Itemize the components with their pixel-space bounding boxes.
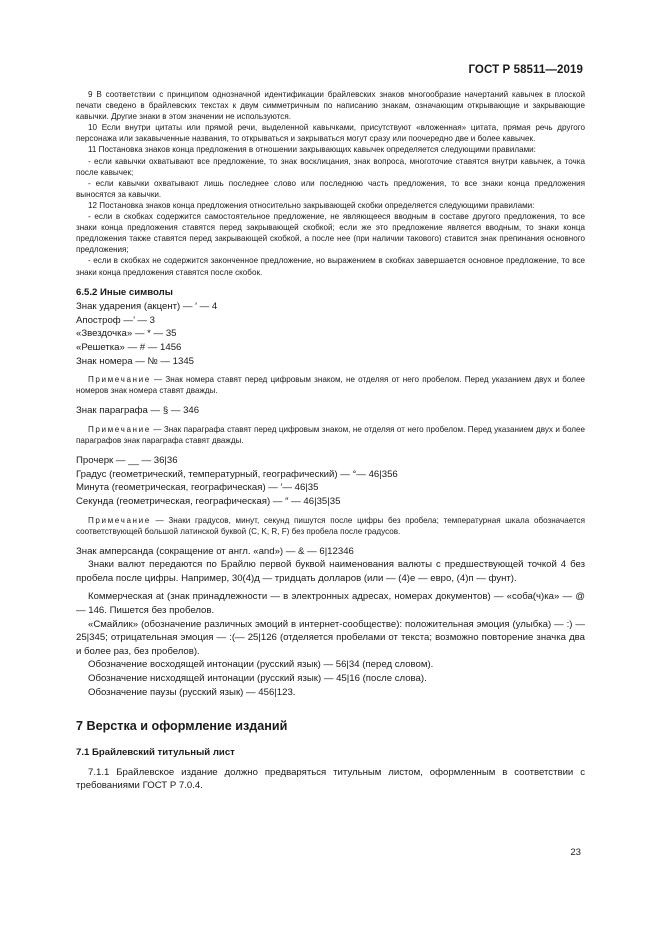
note-text: — Знак параграфа ставят перед цифровым знаком, не отделяя от него пробелом. Перед указанием двух и более параграфов знак параграфа ставят дважды. — [76, 424, 585, 446]
symbol-item: Апостроф —’ — 3 — [76, 314, 155, 326]
symbol-item: Прочерк — __ — 36|36 — [76, 455, 178, 467]
symbol-item: Минута (геометрическая, географическая) — ′— 46|35 — [76, 482, 319, 494]
note-12: 12 Постановка знаков конца предложения относительно закрывающей скобки определяется следующими правилами: — [88, 200, 535, 210]
standard-code-header: ГОСТ Р 58511—2019 — [468, 64, 583, 76]
note-text: — Знаки градусов, минут, секунд пишутся после цифры без пробела; температурная шкала обозначается соответствующей большой латинской буквой (C, K, R, F) без пробела после градусов. — [76, 515, 585, 536]
note-9: 9 В соответствии с принципом однозначной идентификации брайлевских знаков многообразие начертаний кавычек в плоской печати сведено в брайлевских текстах к двум симметричным по написанию знакам, означающим открывающие и закрывающие кавычки. Другие знаки в этом значении не используются. — [76, 90, 585, 122]
commercial-at-paragraph: Коммерческая at (знак принадлежности — в электронных адресах, номерах документов) — «соба(ч)ка» — @ — 146. Пишется без пробелов. — [76, 591, 585, 617]
symbol-item: Знак ударения (акцент) — ′ — 4 — [76, 301, 218, 313]
symbol-item: Градус (геометрический, температурный, географический) — °— 46|356 — [76, 468, 398, 480]
ampersand-item: Знак амперсанда (сокращение от англ. «and») — & — 6|12346 — [76, 545, 354, 557]
note-12-rule-2: - если в скобках не содержится законченное предложение, но выражением в скобках завершается основное предложение, то все знаки конца предложения ставятся после скобок. — [76, 256, 585, 277]
symbols-list-3 — [76, 545, 585, 700]
note-degrees — [76, 515, 585, 537]
rising-intonation-item: Обозначение восходящей интонации (русский язык) — 56|34 (перед словом). — [88, 659, 434, 671]
symbol-item: Секунда (геометрическая, географическая) — ″ — 46|35|35 — [76, 495, 341, 507]
note-11-rule-2: - если кавычки охватывают лишь последнее слово или последнюю часть предложения, то все знаки конца предложения выносятся за кавычки. — [76, 178, 585, 199]
note-11: 11 Постановка знаков конца предложения в отношении закрывающих кавычек определяется следующими правилами: — [88, 145, 536, 155]
notes-block — [76, 89, 585, 278]
section-711-paragraph: 7.1.1 Брайлевское издание должно предваряться титульным листом, оформленным в соответствии с требованиями ГОСТ Р 7.0.4. — [76, 766, 585, 792]
note-10: 10 Если внутри цитаты или прямой речи, выделенной кавычками, присутствуют «вложенная» цитата, прямая речь другого персонажа или закавыченные названия, то открываться и закрываться могут сразу или поочередно две и более кавычек. — [76, 123, 585, 144]
section-7-title: 7 Верстка и оформление изданий — [76, 719, 288, 734]
page-number: 23 — [570, 847, 581, 858]
note-label: Примечание — [88, 424, 151, 434]
symbol-item: «Решетка» — # — 1456 — [76, 341, 182, 353]
symbols-list-2 — [76, 454, 585, 508]
section-711-body — [76, 766, 585, 793]
pause-item: Обозначение паузы (русский язык) — 456|123. — [88, 686, 296, 698]
paragraph-sign-block — [76, 404, 585, 418]
symbol-item: Знак номера — № — 1345 — [76, 355, 195, 367]
section-71-title: 7.1 Брайлевский титульный лист — [76, 747, 235, 759]
note-text: — Знак номера ставят перед цифровым знаком, не отделяя от него пробелом. Перед указанием двух и более номеров знак номера ставят дважды. — [76, 375, 585, 396]
page-content — [76, 89, 585, 793]
currency-paragraph: Знаки валют передаются по Брайлю первой буквой наименования валюты с предшествующей точкой 4 без пробела после цифры. Например, 30(4)д — тридцать долларов (или — (4)е — евро, (4)п — фунт). — [76, 559, 585, 584]
note-label: Примечание — [88, 515, 151, 525]
note-11-rule-1: - если кавычки охватывают все предложение, то знак восклицания, знак вопроса, многоточие ставятся внутри кавычек, а точка после кавычек; — [76, 156, 585, 177]
symbol-item: Знак параграфа — § — 346 — [76, 405, 200, 417]
falling-intonation-item: Обозначение нисходящей интонации (русский язык) — 45|16 (после слова). — [88, 673, 427, 685]
section-652-title: 6.5.2 Иные символы — [76, 286, 173, 298]
note-paragraph-sign — [76, 424, 585, 446]
symbol-item: «Звездочка» — * — 35 — [76, 328, 177, 340]
smiley-paragraph: «Смайлик» (обозначение различных эмоций в интернет-сообществе): положительная эмоция (улыбка) — :) — 25|345; отрицательная эмоция — :(— 25|126 (отделяется пробелами от текста; возможно повторение значка два и более раз, без пробелов). — [76, 618, 585, 657]
symbols-list-1 — [76, 300, 585, 368]
note-label: Примечание — [88, 375, 151, 385]
note-number-sign — [76, 374, 585, 396]
note-12-rule-1: - если в скобках содержится самостоятельное предложение, не являющееся вводным в составе другого предложения, то все знаки конца предложения ставятся перед закрывающей скобкой; если же это предложение является вводным, то знаки конца предложения также ставятся перед закрывающей скобкой, а после нее (при наличии такового) ставится знак препинания основного предложения; — [76, 212, 585, 255]
